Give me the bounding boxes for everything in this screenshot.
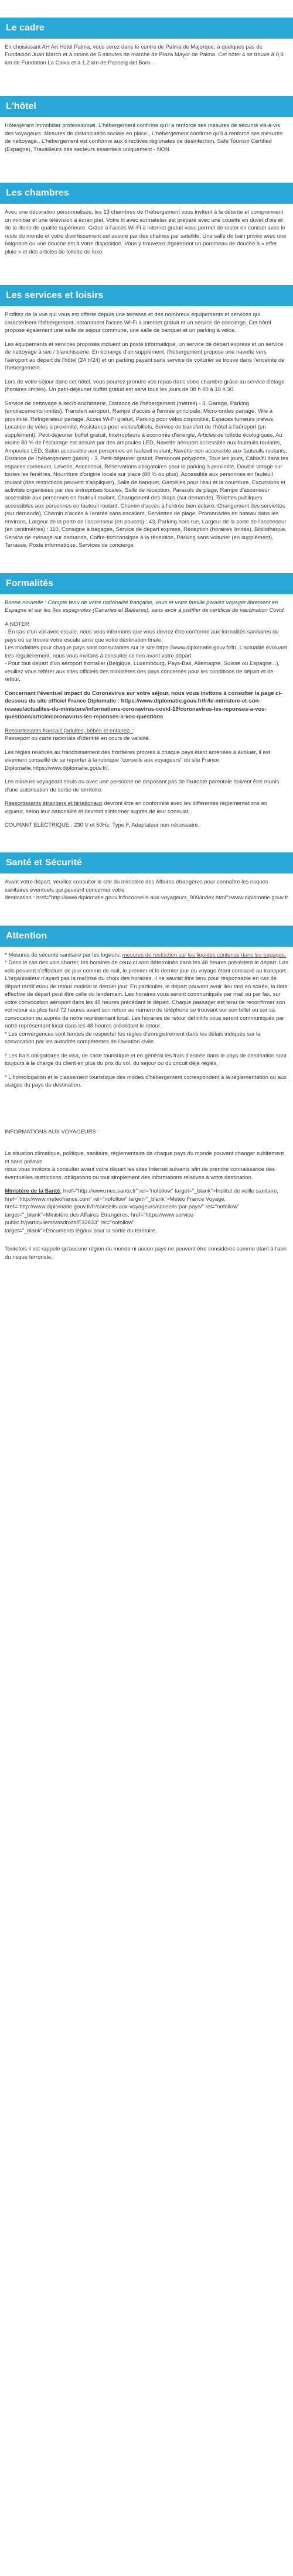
chambres-text: Avec une décoration personnalisée, les 13 chambres de l'hébergement vous invitent à la détente et comprennent un minibar et une télévision à écran plat. Votre lit avec surmatelas est préparé avec une couette en duvet d'oie et de la literie de qualité supérieure. Grâce à l'accès Wi-Fi à Internet gratuit vous permet de rester en contact avec le reste du monde et votre divertissement est assuré par des chaînes par satellite. Une salle de bain privée avec une baignoire ou une douche est à votre disposition. Vous y trouverez également un pommeau de douche à « effet pluie » et des articles de toilette de luxe. bbox=[5, 209, 287, 255]
sante-text-main: Avant votre départ, veuillez consulter le site du ministère des Affaires étrangères pour connaître les risques sanitaires éventuels qui peuvent concerner votre bbox=[5, 879, 268, 893]
section-header-sante: Santé et Sécurité bbox=[0, 852, 293, 873]
services-p1: Profitez de la vue qui vous est offerte depuis une terrasse et des nombreux équipements et services qui caractérisent l'hébergement, notamment l'accès Wi-Fi à Internet gratuit et un service de concierge. Cet hôtel propose également une salle de séjour commune, une salle de banquet et un parking à vélos. bbox=[5, 311, 271, 334]
services-p4: Service de nettoyage à sec/blanchisserie, Distance de l'hébergement (mètres) - 3, Garage, Parking (emplacements limités), Transfert aéroport, Rampe d'accès à l'entrée principale, Micro-ondes partagé, Ville à proximité, Réfrigérateur partagé, Accès Wi-Fi gratuit, Parking pour vélos disponible, Espaces fumeurs prévus, Location de vélos à proximité, Assistance pour visites/billets, Service de transfert de l'hôtel à l'aéroport (en supplément), Petit-déjeuner buffet gratuit, Interrupteurs à économie d'énergie, Articles de toilette écologiques, Au moins 80 % de l'éclairage est assuré par des ampoules LED, Navette aéroport accessible aux fauteuils roulants, Ampoules LED, Salon accessible aux personnes en fauteuil roulant, Navette non accessible aux fauteuils roulants, Distance de l'hébergement (pieds) - 3, Petit-déjeuner gratuit, Personnel polyglotte, Tous les jours, Câble/fil dans les espaces communs, Leverie, Ascenseur, Réservations obligatoires pour le parking à proximité, Double vitrage sur toutes les fenêtres, Nourriture d'origine locale sur place (80 % ou plus), Accessible aux personnes en fauteuil roulant (des restrictions peuvent s'appliquer), Salle de banquet, Gamelles pour l'eau et la nourriture, Excursions et activités organisées par des entreprises locales, Salle de réception, Parasols de plage, Rampe d'ascenseur accessible aux personnes en fauteuil roulant, Changement des draps (sur demande), Toilettes publiques accessibles aux personnes en fauteuil roulant, Chemin d'accès à l'entrée bien éclairé, Changement des serviettes (sur demande), Chemin d'accès à l'entrée sans escaliers, Serviettes de plage, Promenades en bateau dans les environs, Largeur de la porte de l'ascenseur (en pouces) : 43, Parking hors rue, Largeur de la porte de l'ascenseur (en centimètres) : 110, Consigne à bagages, Service de départ express, Réception (horaires limités), Bibliothèque, Service de ménage sur demande, Coffre-fort/consigne à la réception, Parking sans voiturier (en supplément), Terrasse, Poste informatique, Services de concierge bbox=[5, 400, 288, 549]
formalites-p4 bbox=[5, 727, 288, 743]
spacer bbox=[0, 81, 293, 96]
infos-p1-b: nous vous invitons à consulter avant votre départ les sites Internet suivants afin de prendre connaissance des éventuelles restrictions, obligations ou tout simplement des informations relatives à votre destination. bbox=[5, 1166, 275, 1181]
spacer bbox=[0, 1104, 293, 1123]
section-body-services bbox=[0, 306, 293, 564]
infos-p1-a: La situation climatique, politique, sanitaire, réglementaire de chaque pays du monde pouvant changer subitement et sans préavis bbox=[5, 1150, 284, 1165]
infos-p3: Toutefois il est rappelé qu'aucune région du monde ni aucun pays ne peuvent être considérés comme étant à l'abri du risque terroriste. bbox=[5, 1246, 287, 1260]
section-body-sante bbox=[0, 873, 293, 916]
spacer bbox=[5, 1142, 288, 1150]
services-p3: Lors de votre séjour dans cet hôtel, vous pourrez prendre vos repas dans votre chambre grâce au service d'étage (horaires limités). Un petit-déjeuner buffet gratuit est servi tous les jours de 08 h 00 à 10 h 30. bbox=[5, 378, 285, 393]
services-p2: Les équipements et services proposés incluent un poste informatique, un service de départ express et un service de nettoyage à sec / blanchisserie. En échange d'un supplément, l'hébergement propose une navette vers l'aéroport au départ de l'hôtel (24 h/24) et un parking payant sans service de voiturier se trouve dans l'enceinte de l'hébergement. bbox=[5, 341, 285, 372]
formalites-p6: Les mineurs voyageant seuls ou avec une personne ne disposant pas de l'autorité parentale doivent être munis d'une autorisation de sortie de territoire. bbox=[5, 779, 280, 793]
infos-p2 bbox=[5, 1187, 288, 1235]
spacer bbox=[0, 916, 293, 926]
formalites-p4-title: Ressortissants français (adultes, bébés et enfants) : bbox=[5, 727, 133, 734]
formalites-p3: Concernant l'éventuel impact du Coronavirus sur votre séjour, nous vous invitons à consulter la page ci-dessous du site officiel France Diplomatie : https://www.diplomatie.gouv.fr/fr/le-ministere-et-son-reseau/actualites-du-ministere/informations-coronavirus-covid-19/coronavirus-les-reponses-a-vos-questions/article/coronavirus-les-reponses-a-vos-questions bbox=[5, 690, 282, 721]
attention-p1 bbox=[5, 951, 288, 1046]
hotel-text: Hôte/gérant immobilier professionnel. L'hébergement confirme qu'il a renforcé ses mesures de sécurité vis-à-vis des voyageurs. Mesures de distanciation sociale en place., L'hébergement confirme qu'il a renforcé ses mesures de nettoyage., L'hébergement est conforme aux directives régionales de désinfection. Safe Tourism Certified (Espagne), Travailleurs des secteurs essentiels uniquement - NON bbox=[5, 122, 283, 153]
formalites-note-title: A NOTER bbox=[5, 621, 29, 628]
section-body-chambres bbox=[0, 204, 293, 270]
section-header-chambres: Les chambres bbox=[0, 183, 293, 204]
infos-title: INFORMATIONS AUX VOYAGEURS : bbox=[5, 1128, 100, 1135]
formalites-p7 bbox=[5, 800, 288, 816]
infos-p1 bbox=[5, 1150, 288, 1181]
section-header-services: Les services et loisirs bbox=[0, 285, 293, 306]
formalites-p5: Les règles relatives au franchissement des frontières propres à chaque pays étant amenées à évoluer, il est vivement conseillé de se reporter à la rubrique "conseils aux voyageurs" du site France Diplomatie,https://www.diplomatie.gouv.fr/. bbox=[5, 749, 271, 772]
infos-p2-l4: target="_blank">Documents légaux pour la sortie du territoire. bbox=[5, 1227, 157, 1234]
section-body-attention bbox=[0, 947, 293, 1104]
section-body-infos bbox=[0, 1123, 293, 1275]
section-header-attention: Attention bbox=[0, 926, 293, 947]
spacer bbox=[0, 564, 293, 573]
section-header-hotel: L'hôtel bbox=[0, 96, 293, 117]
ministere-sante-link[interactable]: Ministère de la Santé bbox=[5, 1188, 60, 1195]
formalites-note-l3: - Pour tout départ d'un aéroport frontalier (Belgique, Luxembourg, Pays-Bas, Allemagne, Suisse ou Espagne...), veuillez vous référer aux sites officiels des ministères des pays concernés pour les conditions de départ et de retour. bbox=[5, 660, 280, 683]
formalites-p1: Bonne nouvelle : Compte tenu de votre nationalité française, vous et votre famille pouvez voyager librement en Espagne et sur les îles espagnoles (Canaries et Baléares), sans avoir à justifier de certificat de vaccination Covid. bbox=[5, 599, 285, 614]
attention-p3: * L'homologation et le classement touristique des modes d'hébergement correspondent à la réglementation ou aux usages du pays de destination. bbox=[5, 1074, 287, 1089]
formalites-note-l1: - En cas d'un vol avec escale, nous vous informons que vous devrez être conforme aux formalités sanitaires du pays où se trouve votre escale ainsi que votre destination finale, bbox=[5, 629, 279, 643]
cadre-text: En choisissant AH Art Hotel Palma, vous serez dans le centre de Palma de Majorque, à quelques pas de Fundación Juan March et à moins de 5 minutes de marche de Plaza Mayor de Palma. Cet hôtel 4 se trouve à 0,9 km de Fundation La Caixa et à 1,2 km de Passeig del Born. bbox=[5, 44, 284, 66]
sante-dest: destination : href="http://www.diplomatie.gouv.fr/fr/conseils-aux-voyageurs_909/index.html">www.diplomatie.gouv.fr bbox=[5, 895, 288, 902]
attention-p1-text: * Dans le cas des vols charter, les horaires de ceux-ci sont déterminés dans les 48 heures précédent le départ. Les vols peuvent s'effectuer de jour comme de nuit, le premier et le dernier jour du voyage étant consacré au transport. L'organisateur n'ayant pas la maîtrise du choix des horaires, il ne saurait être tenu pour responsable en cas de départ tardif et/ou de retour matinal le dernier jour. En particulier, le départ pouvant avoir lieu tard en soirée, la date effective de départ peut être celle du lendemain. Les horaires vous seront communiqués par mail ou par fax, sur votre convocation aéroport dans les 48 heures précédant le départ. Chaque passager est tenu de reconfirmer son vol retour au plus tard 72 heures avant son retour au numéro de téléphone se trouvant sur son billet ou sur sa convocation ou auprès de notre représentant local. Les horaires de retour définitifs vous seront communiqués par notre représentant local dans les 48 heures précédant le retour. bbox=[5, 960, 288, 1030]
sante-text bbox=[5, 878, 288, 902]
infos-p2-l2: href="http://www.meteofrance.com" rel="nofollow" target="_blank">Météo France Voyage, href="http://www.diplomatie.gouv.fr/fr/conseils-aux-voyageurs/conseils-par-pays/" rel="nofollow" bbox=[5, 1195, 240, 1211]
section-body-cadre bbox=[0, 39, 293, 81]
attention-p1-pre: * Mesures de sécurité sanitaire par les logeurs: bbox=[5, 951, 122, 958]
infos-p2-text: , href="http://www.mes.sante.fr" rel="nofollow" target="_blank">Institut de veille sanitaire, bbox=[60, 1188, 278, 1195]
formalites-p4-text: Passeport ou carte nationale d'identité en cours de validité. bbox=[5, 735, 151, 742]
section-header-cadre: Le cadre bbox=[0, 18, 293, 39]
section-body-hotel bbox=[0, 117, 293, 167]
spacer bbox=[0, 167, 293, 183]
section-body-formalites bbox=[0, 594, 293, 844]
spacer bbox=[0, 270, 293, 285]
formalites-note-l2: Les modalités pour chaque pays sont consultables sur le site https://www.diplomatie.gouv.fr/fr/. L'actualité évoluant très régulièrement, nous vous invitons à consulter ce lien avant votre départ. bbox=[5, 645, 287, 659]
liquids-restriction-link[interactable]: mesures de restriction sur les liquides contenus dans les bagages. bbox=[122, 951, 287, 958]
spacer bbox=[0, 843, 293, 852]
formalites-p7-title: Ressortissants étrangers et binationaux bbox=[5, 800, 103, 807]
top-spacer bbox=[0, 0, 293, 18]
attention-p2: * Les frais obligatoires de visa, de carte touristique et en général les frais d'entrée dans le pays de destination sont toujours à la charge du client en plus du prix du vol, du séjour ou du circuit déjà réglés. bbox=[5, 1052, 287, 1067]
spacer bbox=[5, 1241, 288, 1245]
formalites-p8: COURANT ELECTRIQUE : 230 V et 50Hz. Type F. Adaptateur non nécessaire. bbox=[5, 822, 200, 828]
attention-p1-text2: * Les convergences sont tenues de respecter les règles d'enregistrement dans les délais indiqués sur la convocation par les autorités compétentes de l'aviation civile. bbox=[5, 1030, 261, 1046]
infos-p2-l3: target="_blank">Ministère des Affaires Etrangères, href="https://www.service-public.fr/particuliers/vosdroits/F32833" rel="nofollow" bbox=[5, 1211, 195, 1227]
formalites-p7-text: devront être en conformité avec les différentes réglementations en vigueur, selon leur nationalité et devront s'informer auprès de leur consulat. bbox=[5, 800, 268, 815]
formalites-note bbox=[5, 621, 288, 684]
section-header-formalites: Formalités bbox=[0, 573, 293, 594]
